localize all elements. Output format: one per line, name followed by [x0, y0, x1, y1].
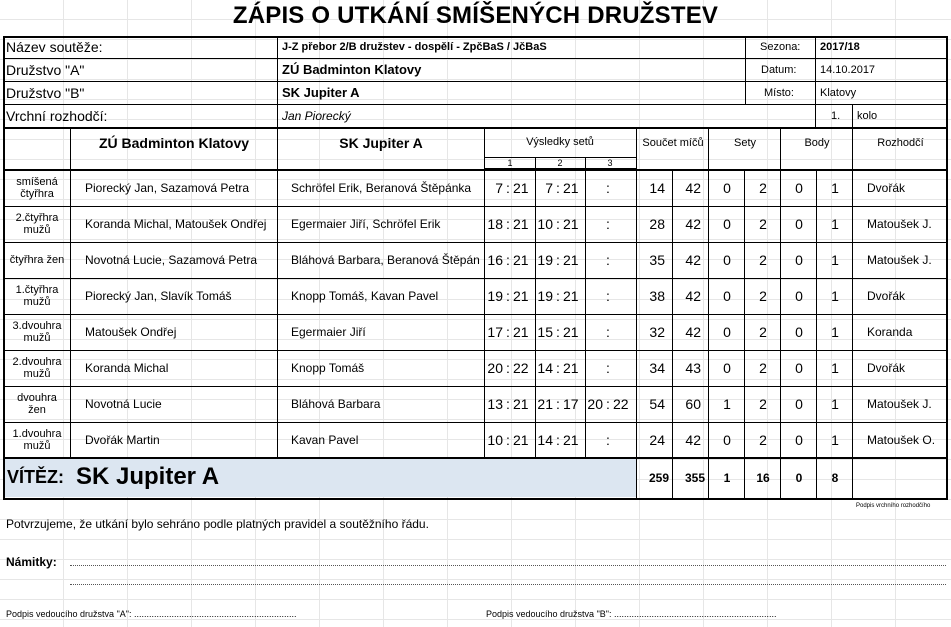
score-separator: :	[606, 288, 610, 304]
header-team-b: SK Jupiter A	[339, 135, 423, 151]
discipline-label	[4, 422, 70, 458]
score-separator: :	[506, 288, 510, 304]
set-1-score-a[interactable]: 16	[487, 252, 503, 268]
player-b[interactable]: Bláhová Barbara	[291, 397, 381, 411]
points-b[interactable]: 43	[685, 360, 701, 376]
player-a[interactable]: Novotná Lucie	[85, 397, 162, 411]
score-separator: :	[556, 360, 560, 376]
score-separator: :	[556, 216, 560, 232]
team-a-value[interactable]: ZÚ Badminton Klatovy	[282, 62, 422, 77]
set-2-score-b[interactable]: 17	[563, 396, 579, 412]
referee-value[interactable]: Jan Piorecký	[282, 109, 351, 123]
sets-a[interactable]: 0	[723, 216, 731, 232]
umpire-name[interactable]: Dvořák	[867, 289, 906, 303]
header-body: Body	[804, 137, 830, 149]
border-line	[3, 127, 5, 499]
discipline-line: mužů	[23, 368, 51, 380]
sets-b[interactable]: 2	[759, 252, 767, 268]
header-set-results: Výsledky setů	[526, 136, 594, 148]
sets-b[interactable]: 2	[759, 432, 767, 448]
total-body-b[interactable]: 8	[831, 470, 839, 485]
border-line	[3, 36, 948, 38]
body-b[interactable]: 1	[831, 252, 839, 268]
set-3-score-b[interactable]	[613, 170, 633, 206]
points-b[interactable]: 42	[685, 216, 701, 232]
set-3-score-a[interactable]	[585, 314, 603, 350]
points-a[interactable]: 38	[649, 288, 665, 304]
player-a[interactable]: Matoušek Ondřej	[85, 325, 177, 339]
score-separator: :	[556, 252, 560, 268]
set-3-score-b[interactable]	[613, 242, 633, 278]
border-line	[852, 104, 853, 127]
set-2-score-b[interactable]: 21	[563, 432, 579, 448]
border-line	[3, 498, 948, 500]
set-1-score-b[interactable]: 21	[513, 324, 529, 340]
set-1-score-b[interactable]: 21	[513, 288, 529, 304]
header-team-a: ZÚ Badminton Klatovy	[98, 135, 250, 151]
sets-a[interactable]: 1	[723, 396, 731, 412]
body-b[interactable]: 1	[831, 432, 839, 448]
sets-b[interactable]: 2	[759, 216, 767, 232]
border-line	[3, 386, 948, 387]
border-line	[535, 157, 536, 458]
umpire-name[interactable]: Dvořák	[867, 361, 906, 375]
umpire-name[interactable]: Dvořák	[867, 181, 906, 195]
date-value[interactable]: 14.10.2017	[820, 64, 876, 76]
border-line	[3, 169, 948, 171]
set-3-score-a[interactable]	[585, 206, 603, 242]
set-3-score-b[interactable]	[613, 314, 633, 350]
border-line	[852, 127, 853, 499]
border-line	[946, 127, 948, 499]
total-points-a[interactable]: 259	[648, 470, 669, 485]
body-b[interactable]: 1	[831, 216, 839, 232]
body-b[interactable]: 1	[831, 360, 839, 376]
set-1-score-b[interactable]: 21	[513, 216, 529, 232]
set-1-score-b[interactable]: 22	[513, 360, 529, 376]
score-separator: :	[506, 360, 510, 376]
set-1-score-a[interactable]: 19	[487, 288, 503, 304]
discipline-line: 3.dvouhra	[12, 320, 62, 332]
border-line	[3, 81, 948, 82]
border-line	[3, 422, 948, 423]
set-2-score-a[interactable]: 14	[537, 360, 553, 376]
body-a[interactable]: 0	[795, 396, 803, 412]
total-sets-b[interactable]: 16	[756, 470, 770, 485]
player-b[interactable]: Egermaier Jiří, Schröfel Erik	[291, 217, 441, 231]
border-line	[672, 170, 673, 499]
score-separator: :	[556, 432, 560, 448]
set-3-score-a[interactable]	[585, 170, 603, 206]
body-a[interactable]: 0	[795, 252, 803, 268]
umpire-name[interactable]: Koranda	[867, 325, 913, 339]
set-2-score-a[interactable]: 10	[537, 216, 553, 232]
border-line	[3, 278, 948, 279]
score-separator: :	[556, 396, 560, 412]
set-3-score-b[interactable]	[613, 350, 633, 386]
set-1-score-a[interactable]: 17	[487, 324, 503, 340]
set-2-score-a[interactable]: 15	[537, 324, 553, 340]
sets-a[interactable]: 0	[723, 432, 731, 448]
points-b[interactable]: 42	[685, 252, 701, 268]
sets-a[interactable]: 0	[723, 180, 731, 196]
points-a[interactable]: 28	[649, 216, 665, 232]
score-separator: :	[606, 216, 610, 232]
score-separator: :	[606, 324, 610, 340]
set-2-score-b[interactable]: 21	[563, 180, 579, 196]
border-line	[484, 127, 485, 458]
sets-a[interactable]: 0	[723, 324, 731, 340]
player-a[interactable]: Koranda Michal	[85, 361, 169, 375]
score-separator: :	[556, 180, 560, 196]
player-a[interactable]: Piorecký Jan, Slavík Tomáš	[85, 289, 232, 303]
set-2-score-a[interactable]: 7	[545, 180, 553, 196]
score-separator: :	[556, 324, 560, 340]
score-separator: :	[506, 216, 510, 232]
discipline-line: čtyřhra	[20, 188, 54, 200]
player-b[interactable]: Knopp Tomáš	[291, 361, 365, 375]
winner-label: VÍTĚZ:	[7, 467, 64, 487]
total-points-b[interactable]: 355	[684, 470, 705, 485]
player-a[interactable]: Piorecký Jan, Sazamová Petra	[85, 181, 250, 195]
set-2-score-a[interactable]: 21	[537, 396, 553, 412]
team-b-value[interactable]: SK Jupiter A	[282, 85, 360, 100]
discipline-line: žen	[28, 404, 46, 416]
header-set-2: 2	[557, 157, 563, 168]
header-set-1: 1	[507, 157, 513, 168]
discipline-label	[4, 170, 70, 206]
score-separator: :	[506, 324, 510, 340]
border-line	[816, 170, 817, 499]
confirmation-text: Potvrzujeme, že utkání bylo sehráno podle platných pravidel a soutěžního řádu.	[6, 517, 429, 531]
score-separator: :	[506, 252, 510, 268]
discipline-line: mužů	[23, 440, 51, 452]
score-separator: :	[556, 288, 560, 304]
discipline-label	[4, 350, 70, 386]
winner-name[interactable]: SK Jupiter A	[76, 463, 220, 490]
border-line	[585, 157, 586, 458]
discipline-line: mužů	[23, 296, 51, 308]
score-separator: :	[606, 432, 610, 448]
points-a[interactable]: 34	[649, 360, 665, 376]
body-a[interactable]: 0	[795, 288, 803, 304]
score-separator: :	[606, 396, 610, 412]
player-b[interactable]: Knopp Tomáš, Kavan Pavel	[291, 289, 439, 303]
border-line	[636, 127, 637, 499]
discipline-label	[4, 242, 70, 278]
border-line	[745, 58, 746, 104]
discipline-label	[4, 386, 70, 422]
discipline-line: 1.dvouhra	[12, 428, 62, 440]
set-1-score-a[interactable]: 10	[487, 432, 503, 448]
set-2-score-a[interactable]: 14	[537, 432, 553, 448]
score-separator: :	[606, 360, 610, 376]
border-line	[3, 457, 948, 459]
discipline-line: čtyřhra žen	[9, 254, 65, 266]
discipline-line: 2.dvouhra	[12, 356, 62, 368]
set-1-score-b[interactable]: 21	[513, 252, 529, 268]
set-1-score-a[interactable]: 18	[487, 216, 503, 232]
points-a[interactable]: 24	[649, 432, 665, 448]
team-a-signature[interactable]: Podpis vedoucího družstva "A": .................................................................	[6, 609, 297, 619]
set-2-score-b[interactable]: 21	[563, 360, 579, 376]
date-label: Datum:	[761, 64, 797, 76]
score-separator: :	[606, 180, 610, 196]
border-line	[484, 157, 636, 158]
border-line	[3, 350, 948, 351]
set-3-score-b[interactable]	[613, 278, 633, 314]
score-separator: :	[506, 180, 510, 196]
border-line	[277, 36, 278, 127]
discipline-line: 1.čtyřhra	[15, 284, 59, 296]
total-body-a[interactable]: 0	[795, 470, 803, 485]
competition-label: Název soutěže:	[6, 39, 103, 55]
set-1-score-b[interactable]: 21	[513, 432, 529, 448]
umpire-signature-label: Podpis vrchního rozhodčího	[856, 503, 931, 509]
body-a[interactable]: 0	[795, 324, 803, 340]
team-b-label: Družstvo "B"	[6, 85, 85, 101]
points-b[interactable]: 42	[685, 180, 701, 196]
place-value[interactable]: Klatovy	[820, 87, 857, 99]
referee-label: Vrchní rozhodčí:	[6, 108, 108, 124]
sets-a[interactable]: 0	[723, 360, 731, 376]
set-2-score-a[interactable]: 19	[537, 252, 553, 268]
discipline-line: mužů	[23, 224, 51, 236]
points-a[interactable]: 54	[649, 396, 665, 412]
set-3-score-b[interactable]	[613, 422, 633, 458]
border-line	[815, 104, 816, 127]
place-label: Místo:	[764, 87, 794, 99]
sets-b[interactable]: 2	[759, 324, 767, 340]
total-sets-a[interactable]: 1	[723, 470, 731, 485]
border-line	[70, 127, 71, 458]
remarks-line-2[interactable]	[70, 584, 946, 585]
umpire-name[interactable]: Matoušek J.	[867, 397, 932, 411]
set-3-score-a[interactable]: 20	[587, 396, 603, 412]
body-a[interactable]: 0	[795, 360, 803, 376]
discipline-label	[4, 278, 70, 314]
sets-a[interactable]: 0	[723, 252, 731, 268]
remarks-line-1[interactable]	[70, 565, 946, 566]
remarks-label: Námitky:	[6, 555, 57, 569]
header-sets: Sety	[733, 137, 756, 149]
sets-a[interactable]: 0	[723, 288, 731, 304]
border-line	[946, 36, 948, 127]
body-b[interactable]: 1	[831, 396, 839, 412]
score-separator: :	[506, 432, 510, 448]
season-label: Sezona:	[760, 41, 801, 53]
points-b[interactable]: 42	[685, 288, 701, 304]
score-separator: :	[506, 396, 510, 412]
border-line	[3, 314, 948, 315]
set-3-score-b[interactable]	[613, 206, 633, 242]
discipline-line: mužů	[23, 332, 51, 344]
sets-b[interactable]: 2	[759, 288, 767, 304]
border-line	[745, 36, 746, 58]
set-1-score-b[interactable]: 21	[513, 396, 529, 412]
season-value[interactable]: 2017/18	[820, 41, 860, 53]
points-b[interactable]: 42	[685, 432, 701, 448]
discipline-line: 2.čtyřhra	[15, 212, 59, 224]
sets-b[interactable]: 2	[759, 396, 767, 412]
points-a[interactable]: 35	[649, 252, 665, 268]
body-a[interactable]: 0	[795, 432, 803, 448]
body-b[interactable]: 1	[831, 324, 839, 340]
set-3-score-b[interactable]: 22	[613, 396, 629, 412]
umpire-name[interactable]: Matoušek J.	[867, 217, 932, 231]
body-a[interactable]: 0	[795, 180, 803, 196]
set-3-score-a[interactable]	[585, 242, 603, 278]
team-a-label: Družstvo "A"	[6, 62, 85, 78]
player-b[interactable]: Bláhová Barbara, Beranová Štěpán	[291, 253, 480, 267]
points-b[interactable]: 60	[685, 396, 701, 412]
border-line	[708, 127, 709, 499]
umpire-name[interactable]: Matoušek O.	[867, 433, 936, 447]
player-a[interactable]: Koranda Michal, Matoušek Ondřej	[85, 217, 267, 231]
page-title: ZÁPIS O UTKÁNÍ SMÍŠENÝCH DRUŽSTEV	[232, 2, 719, 29]
round-label: kolo	[857, 110, 878, 122]
round-number[interactable]: 1.	[831, 110, 841, 122]
points-a[interactable]: 14	[649, 180, 665, 196]
set-2-score-b[interactable]: 21	[563, 216, 579, 232]
set-2-score-a[interactable]: 19	[537, 288, 553, 304]
header-set-3: 3	[607, 157, 613, 168]
sets-b[interactable]: 2	[759, 180, 767, 196]
border-line	[277, 127, 278, 458]
border-line	[3, 58, 948, 59]
body-b[interactable]: 1	[831, 180, 839, 196]
player-b[interactable]: Egermaier Jiří	[291, 325, 366, 339]
team-b-signature[interactable]: Podpis vedoucího družstva "B": .................................................................	[486, 609, 777, 619]
body-a[interactable]: 0	[795, 216, 803, 232]
set-2-score-b[interactable]: 21	[563, 324, 579, 340]
set-2-score-b[interactable]: 21	[563, 288, 579, 304]
player-b[interactable]: Schröfel Erik, Beranová Štěpánka	[291, 181, 472, 195]
set-3-score-a[interactable]	[585, 350, 603, 386]
border-line	[744, 170, 745, 499]
border-line	[3, 206, 948, 207]
player-b[interactable]: Kavan Pavel	[291, 433, 359, 447]
discipline-line: dvouhra	[17, 392, 57, 404]
set-1-score-a[interactable]: 20	[487, 360, 503, 376]
set-1-score-a[interactable]: 13	[487, 396, 503, 412]
points-b[interactable]: 42	[685, 324, 701, 340]
discipline-label	[4, 206, 70, 242]
set-1-score-b[interactable]: 21	[513, 180, 529, 196]
border-line	[3, 104, 948, 105]
set-3-score-a[interactable]	[585, 278, 603, 314]
sets-b[interactable]: 2	[759, 360, 767, 376]
border-line	[3, 127, 948, 129]
set-3-score-a[interactable]	[585, 422, 603, 458]
set-1-score-a[interactable]: 7	[495, 180, 503, 196]
header-points-sum: Součet míčů	[642, 137, 704, 149]
discipline-label	[4, 314, 70, 350]
score-separator: :	[606, 252, 610, 268]
competition-value[interactable]: J-Z přebor 2/B družstev - dospělí - ZpčBaS / JčBaS	[282, 41, 547, 53]
points-a[interactable]: 32	[649, 324, 665, 340]
umpire-name[interactable]: Matoušek J.	[867, 253, 932, 267]
body-b[interactable]: 1	[831, 288, 839, 304]
discipline-line: smíšená	[16, 176, 58, 188]
border-line	[815, 36, 816, 104]
border-line	[3, 36, 5, 127]
player-a[interactable]: Dvořák Martin	[85, 433, 160, 447]
set-2-score-b[interactable]: 21	[563, 252, 579, 268]
border-line	[3, 242, 948, 243]
header-umpire: Rozhodčí	[877, 137, 924, 149]
player-a[interactable]: Novotná Lucie, Sazamová Petra	[85, 253, 258, 267]
border-line	[780, 127, 781, 499]
